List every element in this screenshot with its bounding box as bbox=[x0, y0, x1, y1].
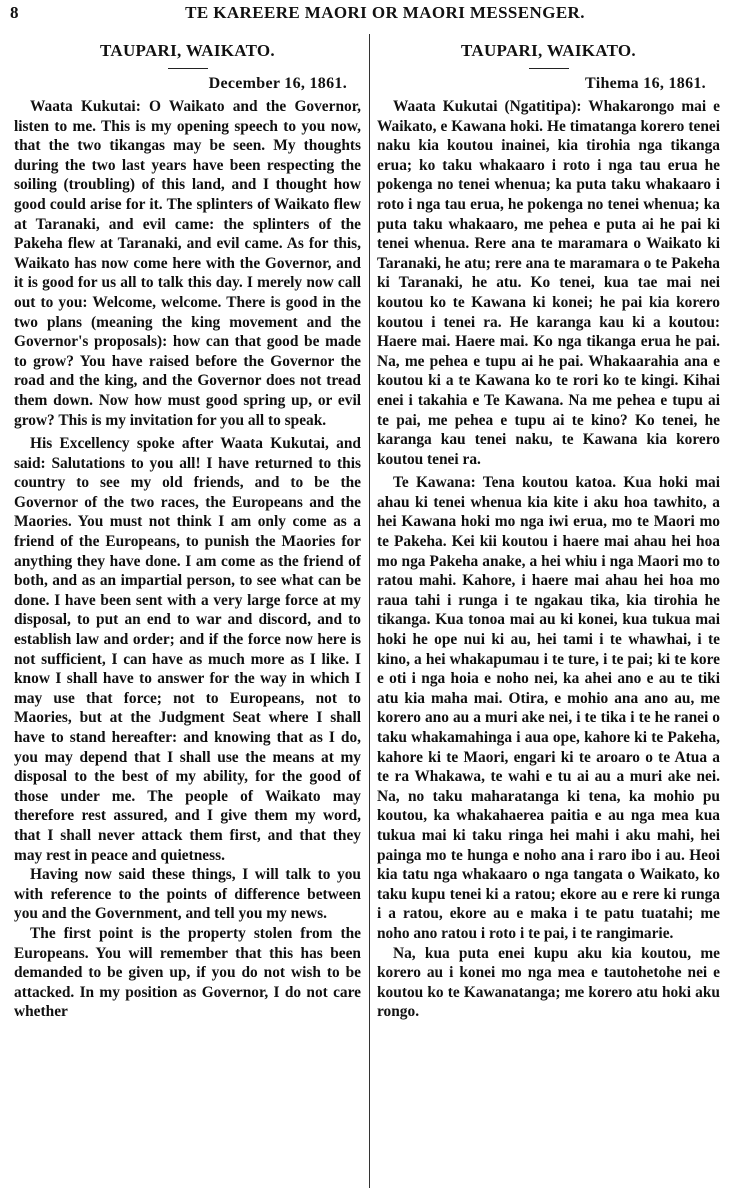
heading-rule bbox=[168, 68, 208, 69]
maori-paragraph: Waata Kukutai (Ngatitipa): Whakarongo mai e Waikato, e Kawana hoki. He timatanga korero tenei naku kia koutou inainei, kia tirohia nga tikanga erua; ko taku whakaaro i roto i nga tau erua he pokenga no tenei whenua; ka puta taku whakaaro i roto i nga tau erua, he pokenga no tenei whenua; ka puta taku whakaaro, me pehea e puta ai he pai ki tenei whenua. Rere ana te maramara o Waikato ki Taranaki, he atu; rere ana te maramara o te Pakeha ki Taranaki, he atu. Ko tenei, kua tae mai nei koutou ko te Kawana ki konei; he pai kia korero koutou i tenei ra. He karanga kau ki a koutou: Haere mai. Haere mai. Ko nga tikanga erua he pai. Na, me pehea e tupu ai he pai. Whakaarahia ana e koutou ki a te Kawana ko te rori ko te kingi. Kihai enei i takahia e Te Kawana. Na me pehea e tupu ai te pai, me pehea e tupu ai te kino? Ko tenei, he karanga kau tenei naku, te Kawana kia korero koutou tenei ra. bbox=[377, 98, 720, 468]
maori-heading: TAUPARI, WAIKATO. bbox=[461, 41, 636, 60]
column-divider bbox=[369, 34, 370, 1188]
maori-column bbox=[377, 34, 720, 1188]
page-number: 8 bbox=[10, 3, 19, 22]
maori-paragraph: Te Kawana: Tena koutou katoa. Kua hoki mai ahau ki tenei whenua kia kite i aku hoa tawhito, a hei Kawana hoki mo nga iwi erua, mo te Maori mo te Pakeha. Kei kii koutou i haere mai ahau hei hoa mo nga Pakeha anake, a hei whiu i nga Maori mo to ratou mahi. Kahore, i haere mai ahau hei hoa mo raua tahi i runga i te ngakau tika, kia tirohia he tikanga. Kua tonoa mai au ki konei, kua tukua mai hoki he ope nui ki au, hei tami i te whawhai, i te kino, a hei whakapumau i te ture, i te pai; ki te kore e oti i nga hoia e noho nei, ka ahei ano e au te tiki atu kia maha mai. Otira, e mohio ana ano au, me korero ano au a muri ake nei, i te tika i te he ranei o taku whakamahinga i aua ope, kahore ki te Pakeha, kahore ki te Maori, engari ki te aroaro o te Atua a te ra Whakawa, te wahi e tu ai au a muri ake nei. Na, no taku maharatanga ki tena, ka mohio pu koutou, ka whakahaerea paitia e au nga mea kua tukua mai ki taku ringa hei mahi i aku mahi, hei painga mo te hunga e noho ana i raro ibo i au. Heoi kia tatu nga whakaaro o nga tangata o Waikato, ko taku kupu tenei ki a ratou; ekore au e rere ki runga i a ratou, ekore au e maka i te patu tuatahi; me noho ano ratou i roto i te pai, i te rangimarie. bbox=[377, 474, 720, 942]
english-paragraph: The first point is the property stolen from the Europeans. You will remember that this has been demanded to be given up, if you do not wish to be attacked. In my position as Governor, I do not care whether bbox=[14, 924, 361, 1021]
english-dateline: December 16, 1861. bbox=[208, 75, 347, 92]
english-paragraph: Waata Kukutai: O Waikato and the Governor, listen to me. This is my opening speech to you now, that the two tikangas may be seen. My thoughts during the two last years have been respecting the soiling (troubling) of this land, and I thought how good could arise for it. The splinters of Waikato flew at Taranaki, and evil came: the splinters of the Pakeha flew at Taranaki, and evil came. As for this, Waikato has now come here with the Governor, and it is good for us all to talk this day. I merely now call out to you: Welcome, welcome. There is good in the two plans (meaning the king movement and the Governor's proposals): how can that good be made to grow? You have raised before the Governor the road and the king, and the Governor does not tread them down. Now how must good spring up, or evil grow? This is my invitation for you all to speak. bbox=[14, 98, 361, 429]
english-column bbox=[14, 34, 361, 1188]
english-heading: TAUPARI, WAIKATO. bbox=[100, 41, 275, 60]
english-paragraph: His Excellency spoke after Waata Kukutai, and said: Salutations to you all! I have returned to this country to see my old friends, and to be the Governor of the two races, the Europeans and the Maories. You must not think I am only come as a friend of the Europeans, to punish the Maories for anything they have done. I am come as the friend of both, and as an impartial person, to see what can be done. I have been sent with a very large force at my disposal, to put an end to war and discord, and to establish law and order; and if the force now here is not sufficient, I can have as much more as I like. I know I shall have to answer for the way in which I may use that force; not to Europeans, not to Maories, but at the Judgment Seat where I shall have to stand hereafter: and knowing that as I do, you may depend that I shall use the means at my disposal to the best of my ability, for the good of those under me. The people of Waikato may therefore rest assured, and I give them my word, that I shall never attack them first, and that they may rest in peace and quietness. bbox=[14, 435, 361, 864]
maori-paragraph: Na, kua puta enei kupu aku kia koutou, me korero au i konei mo nga mea e tautohetohe nei e koutou ko te Kawanatanga; me korero atu hoki aku rongo. bbox=[377, 944, 720, 1021]
running-head bbox=[10, 3, 720, 25]
maori-dateline: Tihema 16, 1861. bbox=[585, 75, 706, 92]
heading-rule bbox=[529, 68, 569, 69]
english-paragraph: Having now said these things, I will talk to you with reference to the points of difference between you and the Government, and tell you my news. bbox=[14, 866, 361, 923]
newspaper-title: TE KAREERE MAORI OR MAORI MESSENGER. bbox=[185, 3, 585, 22]
